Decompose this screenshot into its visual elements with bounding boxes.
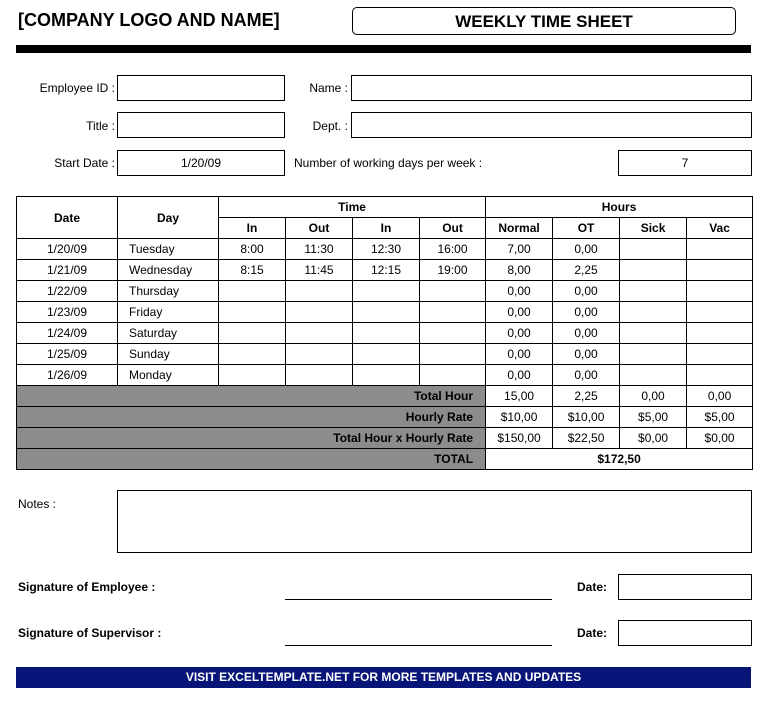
normal-cell: 7,00 xyxy=(486,239,553,260)
out-cell[interactable]: 11:45 xyxy=(286,260,353,281)
in-cell[interactable] xyxy=(219,365,286,386)
in-cell[interactable] xyxy=(219,344,286,365)
out-cell[interactable] xyxy=(286,344,353,365)
day-header: Day xyxy=(118,197,219,239)
hourly-rate-label: Hourly Rate xyxy=(17,407,486,428)
start-date-label: Start Date : xyxy=(54,156,115,170)
employee-signature-label: Signature of Employee : xyxy=(18,580,156,594)
in-cell[interactable] xyxy=(353,344,420,365)
ot-cell: 2,25 xyxy=(553,260,620,281)
normal-cell: 0,00 xyxy=(486,281,553,302)
day-cell[interactable]: Saturday xyxy=(118,323,219,344)
vac-cell[interactable] xyxy=(687,323,753,344)
date-cell[interactable]: 1/20/09 xyxy=(17,239,118,260)
in-cell[interactable] xyxy=(353,323,420,344)
dept-label: Dept. : xyxy=(312,119,348,133)
employee-id-label: Employee ID : xyxy=(39,81,115,95)
total-pay-vac: $0,00 xyxy=(687,428,753,449)
sick-cell[interactable] xyxy=(620,260,687,281)
date-header: Date xyxy=(17,197,118,239)
day-cell[interactable]: Monday xyxy=(118,365,219,386)
date-cell[interactable]: 1/24/09 xyxy=(17,323,118,344)
in-cell[interactable]: 8:00 xyxy=(219,239,286,260)
normal-cell: 0,00 xyxy=(486,344,553,365)
in-cell[interactable] xyxy=(353,365,420,386)
employee-id-field[interactable] xyxy=(117,75,285,101)
notes-label: Notes : xyxy=(18,497,57,511)
out-cell[interactable]: 16:00 xyxy=(420,239,486,260)
out-cell[interactable] xyxy=(420,302,486,323)
summary-row-hourly-rate xyxy=(17,407,753,428)
in-cell[interactable]: 12:30 xyxy=(353,239,420,260)
table-row xyxy=(17,260,753,281)
out-cell[interactable] xyxy=(420,365,486,386)
hourly-rate-sick[interactable]: $5,00 xyxy=(620,407,687,428)
ot-cell: 0,00 xyxy=(553,302,620,323)
employee-date-label: Date: xyxy=(577,580,608,594)
hourly-rate-vac[interactable]: $5,00 xyxy=(687,407,753,428)
sheet-title: WEEKLY TIME SHEET xyxy=(352,7,736,35)
out-cell[interactable] xyxy=(286,365,353,386)
out-cell[interactable]: 11:30 xyxy=(286,239,353,260)
date-cell[interactable]: 1/22/09 xyxy=(17,281,118,302)
employee-date-field[interactable] xyxy=(618,574,752,600)
normal-cell: 0,00 xyxy=(486,302,553,323)
table-row xyxy=(17,239,753,260)
total-hour-vac: 0,00 xyxy=(687,386,753,407)
ot-cell: 0,00 xyxy=(553,239,620,260)
working-days-field[interactable]: 7 xyxy=(618,150,752,176)
company-logo-name: [COMPANY LOGO AND NAME] xyxy=(18,10,280,30)
out-cell[interactable] xyxy=(420,281,486,302)
timesheet-table xyxy=(16,196,753,470)
total-hour-ot: 2,25 xyxy=(553,386,620,407)
day-cell[interactable]: Thursday xyxy=(118,281,219,302)
day-cell[interactable]: Tuesday xyxy=(118,239,219,260)
sick-cell[interactable] xyxy=(620,281,687,302)
vac-cell[interactable] xyxy=(687,365,753,386)
normal-cell: 8,00 xyxy=(486,260,553,281)
total-hour-sick: 0,00 xyxy=(620,386,687,407)
summary-row-total xyxy=(17,449,753,470)
time-in-2-header: In xyxy=(353,218,420,239)
ot-header: OT xyxy=(553,218,620,239)
normal-cell: 0,00 xyxy=(486,323,553,344)
day-cell[interactable]: Friday xyxy=(118,302,219,323)
start-date-field[interactable]: 1/20/09 xyxy=(117,150,285,176)
total-hour-normal: 15,00 xyxy=(486,386,553,407)
in-cell[interactable] xyxy=(353,281,420,302)
in-cell[interactable] xyxy=(219,281,286,302)
hourly-rate-ot[interactable]: $10,00 xyxy=(553,407,620,428)
dept-field[interactable] xyxy=(351,112,752,138)
total-pay-sick: $0,00 xyxy=(620,428,687,449)
sick-cell[interactable] xyxy=(620,365,687,386)
day-cell[interactable]: Sunday xyxy=(118,344,219,365)
table-row xyxy=(17,365,753,386)
vac-cell[interactable] xyxy=(687,302,753,323)
total-pay-normal: $150,00 xyxy=(486,428,553,449)
out-cell[interactable] xyxy=(286,281,353,302)
date-cell[interactable]: 1/21/09 xyxy=(17,260,118,281)
name-label: Name : xyxy=(309,81,348,95)
hourly-rate-normal[interactable]: $10,00 xyxy=(486,407,553,428)
sick-cell[interactable] xyxy=(620,323,687,344)
sick-cell[interactable] xyxy=(620,239,687,260)
vac-cell[interactable] xyxy=(687,281,753,302)
footer-banner-link[interactable]: VISIT EXCELTEMPLATE.NET FOR MORE TEMPLATES AND UPDATES xyxy=(16,667,751,688)
name-field[interactable] xyxy=(351,75,752,101)
date-cell[interactable]: 1/25/09 xyxy=(17,344,118,365)
total-value: $172,50 xyxy=(486,449,753,470)
supervisor-signature-label: Signature of Supervisor : xyxy=(18,626,162,640)
title-field[interactable] xyxy=(117,112,285,138)
out-cell[interactable] xyxy=(286,323,353,344)
header-divider xyxy=(16,45,751,53)
time-in-1-header: In xyxy=(219,218,286,239)
sick-header: Sick xyxy=(620,218,687,239)
in-cell[interactable]: 12:15 xyxy=(353,260,420,281)
supervisor-signature-line[interactable] xyxy=(285,645,552,646)
ot-cell: 0,00 xyxy=(553,344,620,365)
working-days-label: Number of working days per week : xyxy=(294,156,483,170)
vac-header: Vac xyxy=(687,218,753,239)
title-label: Title : xyxy=(86,119,115,133)
sick-cell[interactable] xyxy=(620,344,687,365)
date-cell[interactable]: 1/23/09 xyxy=(17,302,118,323)
table-row xyxy=(17,302,753,323)
out-cell[interactable]: 19:00 xyxy=(420,260,486,281)
date-cell[interactable]: 1/26/09 xyxy=(17,365,118,386)
table-row xyxy=(17,281,753,302)
ot-cell: 0,00 xyxy=(553,281,620,302)
vac-cell[interactable] xyxy=(687,344,753,365)
summary-row-total-hour xyxy=(17,386,753,407)
in-cell[interactable] xyxy=(353,302,420,323)
employee-signature-line[interactable] xyxy=(285,599,552,600)
total-hour-label: Total Hour xyxy=(17,386,486,407)
ot-cell: 0,00 xyxy=(553,365,620,386)
supervisor-date-label: Date: xyxy=(577,626,608,640)
ot-cell: 0,00 xyxy=(553,323,620,344)
in-cell[interactable] xyxy=(219,323,286,344)
normal-cell: 0,00 xyxy=(486,365,553,386)
summary-row-total-pay xyxy=(17,428,753,449)
out-cell[interactable] xyxy=(286,302,353,323)
table-row xyxy=(17,323,753,344)
sick-cell[interactable] xyxy=(620,302,687,323)
supervisor-date-field[interactable] xyxy=(618,620,752,646)
time-out-2-header: Out xyxy=(420,218,486,239)
table-row xyxy=(17,344,753,365)
in-cell[interactable]: 8:15 xyxy=(219,260,286,281)
out-cell[interactable] xyxy=(420,323,486,344)
out-cell[interactable] xyxy=(420,344,486,365)
notes-field[interactable] xyxy=(117,490,752,553)
vac-cell[interactable] xyxy=(687,260,753,281)
total-label: TOTAL xyxy=(17,449,486,470)
total-pay-label: Total Hour x Hourly Rate xyxy=(17,428,486,449)
day-cell[interactable]: Wednesday xyxy=(118,260,219,281)
total-pay-ot: $22,50 xyxy=(553,428,620,449)
time-header: Time xyxy=(219,197,486,218)
time-out-1-header: Out xyxy=(286,218,353,239)
vac-cell[interactable] xyxy=(687,239,753,260)
in-cell[interactable] xyxy=(219,302,286,323)
normal-header: Normal xyxy=(486,218,553,239)
hours-header: Hours xyxy=(486,197,753,218)
